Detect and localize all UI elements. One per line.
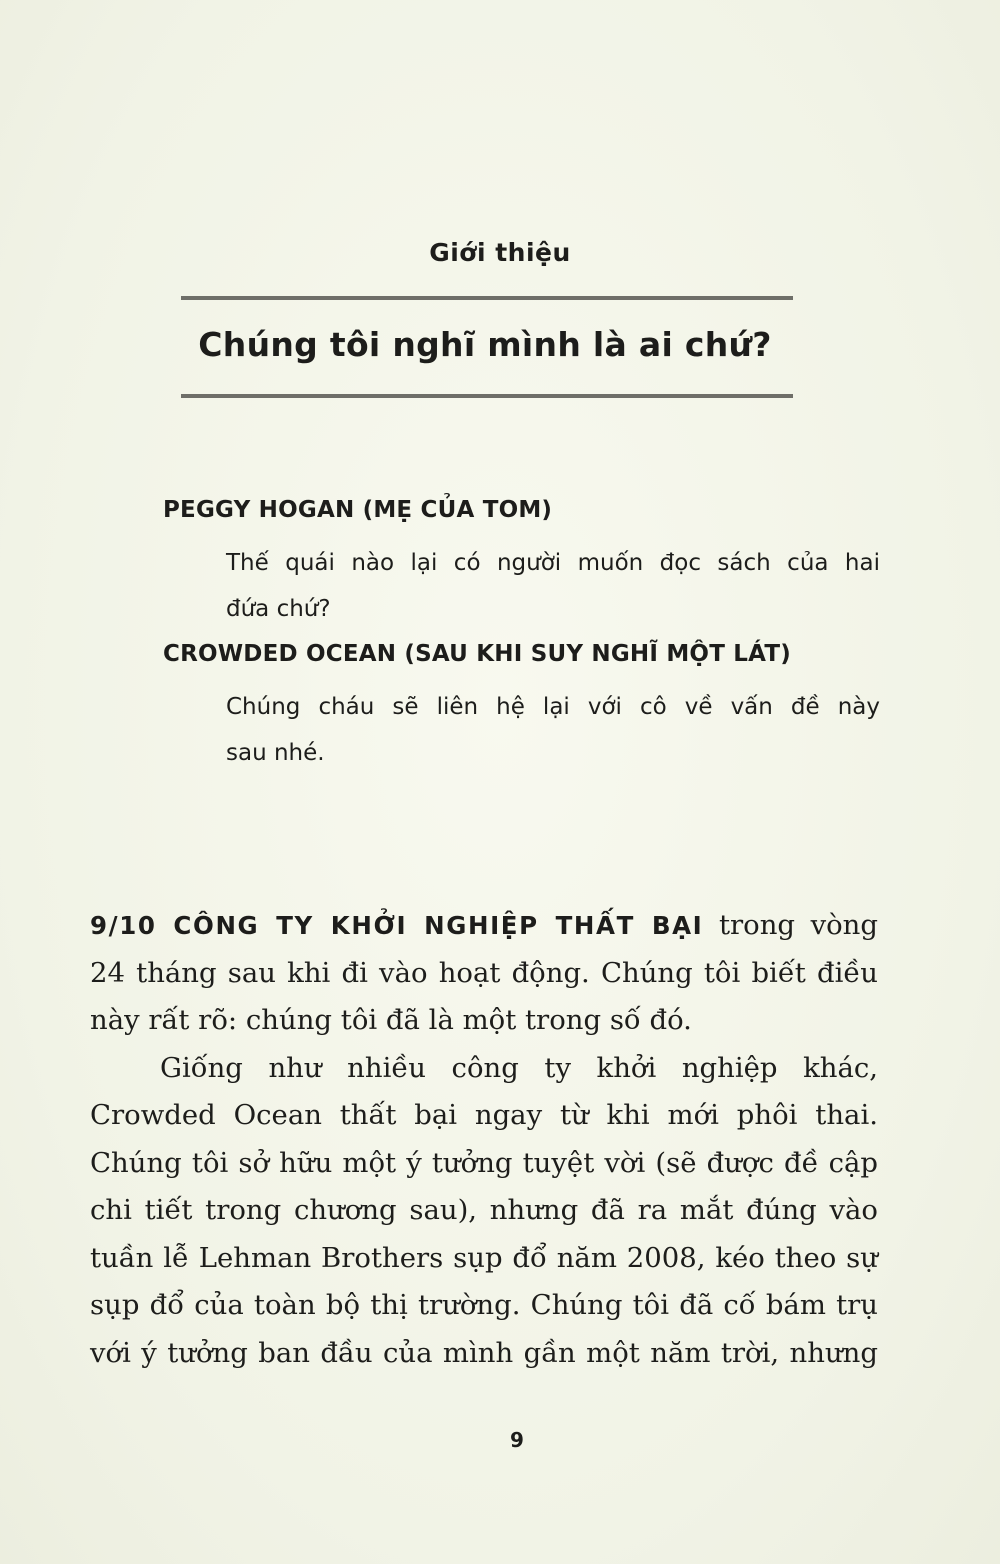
title-rule-bottom — [181, 394, 793, 398]
title-rule-top — [181, 296, 793, 300]
body-line: này rất rõ: chúng tôi đã là một trong số đó. — [90, 1004, 692, 1036]
lead-in: 9/10 CÔNG TY KHỞI NGHIỆP THẤT BẠI — [90, 911, 704, 940]
dialogue-quote — [226, 684, 880, 776]
body-line: sụp đổ của toàn bộ thị trường. Chúng tôi đã cố bám trụ — [90, 1289, 878, 1321]
dialogue-speaker: PEGGY HOGAN (MẸ CỦA TOM) — [163, 497, 553, 523]
dialogue-quote — [226, 540, 880, 632]
chapter-title: Chúng tôi nghĩ mình là ai chứ? — [198, 325, 772, 364]
quote-line: đứa chứ? — [226, 596, 331, 622]
dialogue-speaker: CROWDED OCEAN (SAU KHI SUY NGHĨ MỘT LÁT) — [163, 641, 791, 667]
body-line: Chúng tôi sở hữu một ý tưởng tuyệt vời (sẽ được đề cập — [90, 1146, 878, 1179]
body-line: Giống như nhiều công ty khởi nghiệp khác, — [160, 1051, 878, 1084]
body-line: chi tiết trong chương sau), nhưng đã ra mắt đúng vào — [90, 1194, 878, 1226]
quote-line: Chúng cháu sẽ liên hệ lại với cô về vấn đề này — [226, 694, 880, 720]
body-line — [90, 902, 878, 950]
body-line: Crowded Ocean thất bại ngay từ khi mới phôi thai. — [90, 1099, 878, 1131]
section-label: Giới thiệu — [429, 238, 571, 267]
quote-line: sau nhé. — [226, 740, 325, 766]
page-number: 9 — [510, 1428, 524, 1452]
body-line-rest: trong vòng — [718, 909, 878, 941]
body-line: tuần lễ Lehman Brothers sụp đổ năm 2008, kéo theo sự — [90, 1241, 878, 1274]
quote-line: Thế quái nào lại có người muốn đọc sách của hai — [226, 550, 880, 576]
body-line: với ý tưởng ban đầu của mình gần một năm trời, nhưng — [90, 1336, 878, 1369]
body-text — [90, 902, 878, 1377]
body-line: 24 tháng sau khi đi vào hoạt động. Chúng tôi biết điều — [90, 956, 878, 989]
